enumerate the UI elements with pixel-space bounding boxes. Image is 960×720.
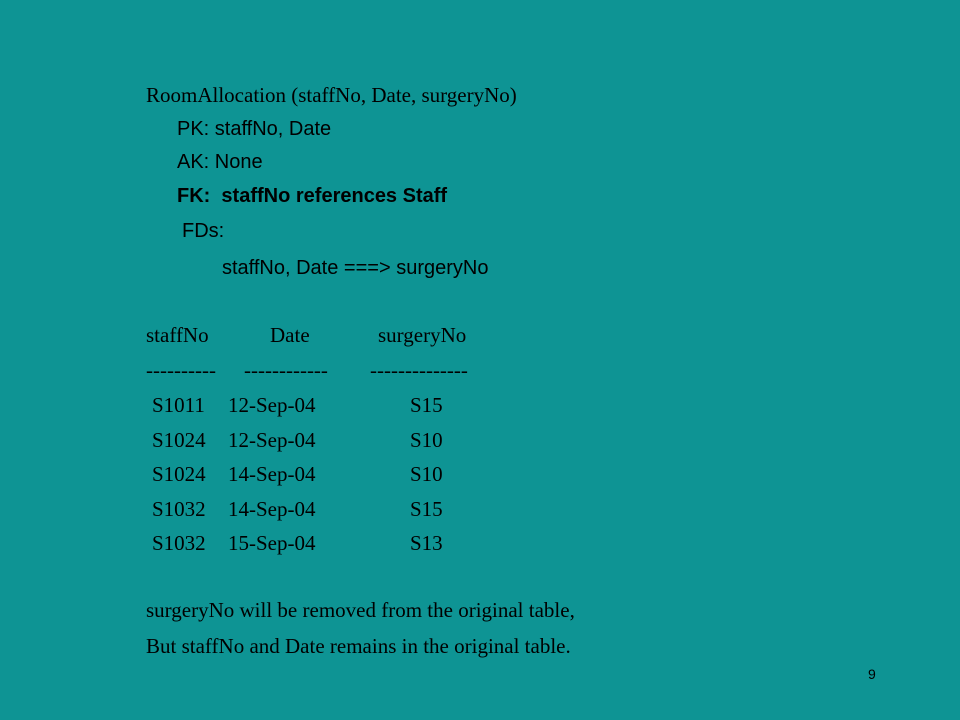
cell-staffno: S1024 — [152, 428, 206, 452]
fds-label: FDs: — [182, 220, 225, 242]
cell-date: 12-Sep-04 — [228, 428, 316, 452]
alternate-key: AK: None — [177, 151, 263, 173]
functional-dependency: staffNo, Date ===> surgeryNo — [222, 257, 489, 279]
cell-date: 14-Sep-04 — [228, 462, 316, 486]
primary-key: PK: staffNo, Date — [177, 118, 332, 140]
foreign-key: FK: staffNo references Staff — [177, 185, 448, 207]
note-line-1: surgeryNo will be removed from the original table, — [146, 598, 575, 622]
header-surgeryno: surgeryNo — [378, 323, 467, 347]
cell-staffno: S1032 — [152, 497, 206, 521]
separator-date: ------------ — [244, 358, 328, 382]
cell-surgeryno: S13 — [410, 531, 443, 555]
cell-surgeryno: S10 — [410, 462, 443, 486]
header-date: Date — [270, 323, 310, 347]
header-staffno: staffNo — [146, 323, 209, 347]
cell-date: 15-Sep-04 — [228, 531, 316, 555]
note-line-2: But staffNo and Date remains in the original table. — [146, 634, 571, 658]
separator-surgeryno: -------------- — [370, 358, 468, 382]
cell-staffno: S1024 — [152, 462, 206, 486]
cell-staffno: S1032 — [152, 531, 206, 555]
cell-date: 12-Sep-04 — [228, 393, 316, 417]
separator-staffno: ---------- — [146, 358, 216, 382]
relation-schema: RoomAllocation (staffNo, Date, surgeryNo) — [146, 83, 517, 107]
page-number: 9 — [868, 666, 876, 682]
cell-surgeryno: S15 — [410, 497, 443, 521]
cell-staffno: S1011 — [152, 393, 205, 417]
cell-surgeryno: S15 — [410, 393, 443, 417]
cell-date: 14-Sep-04 — [228, 497, 316, 521]
cell-surgeryno: S10 — [410, 428, 443, 452]
